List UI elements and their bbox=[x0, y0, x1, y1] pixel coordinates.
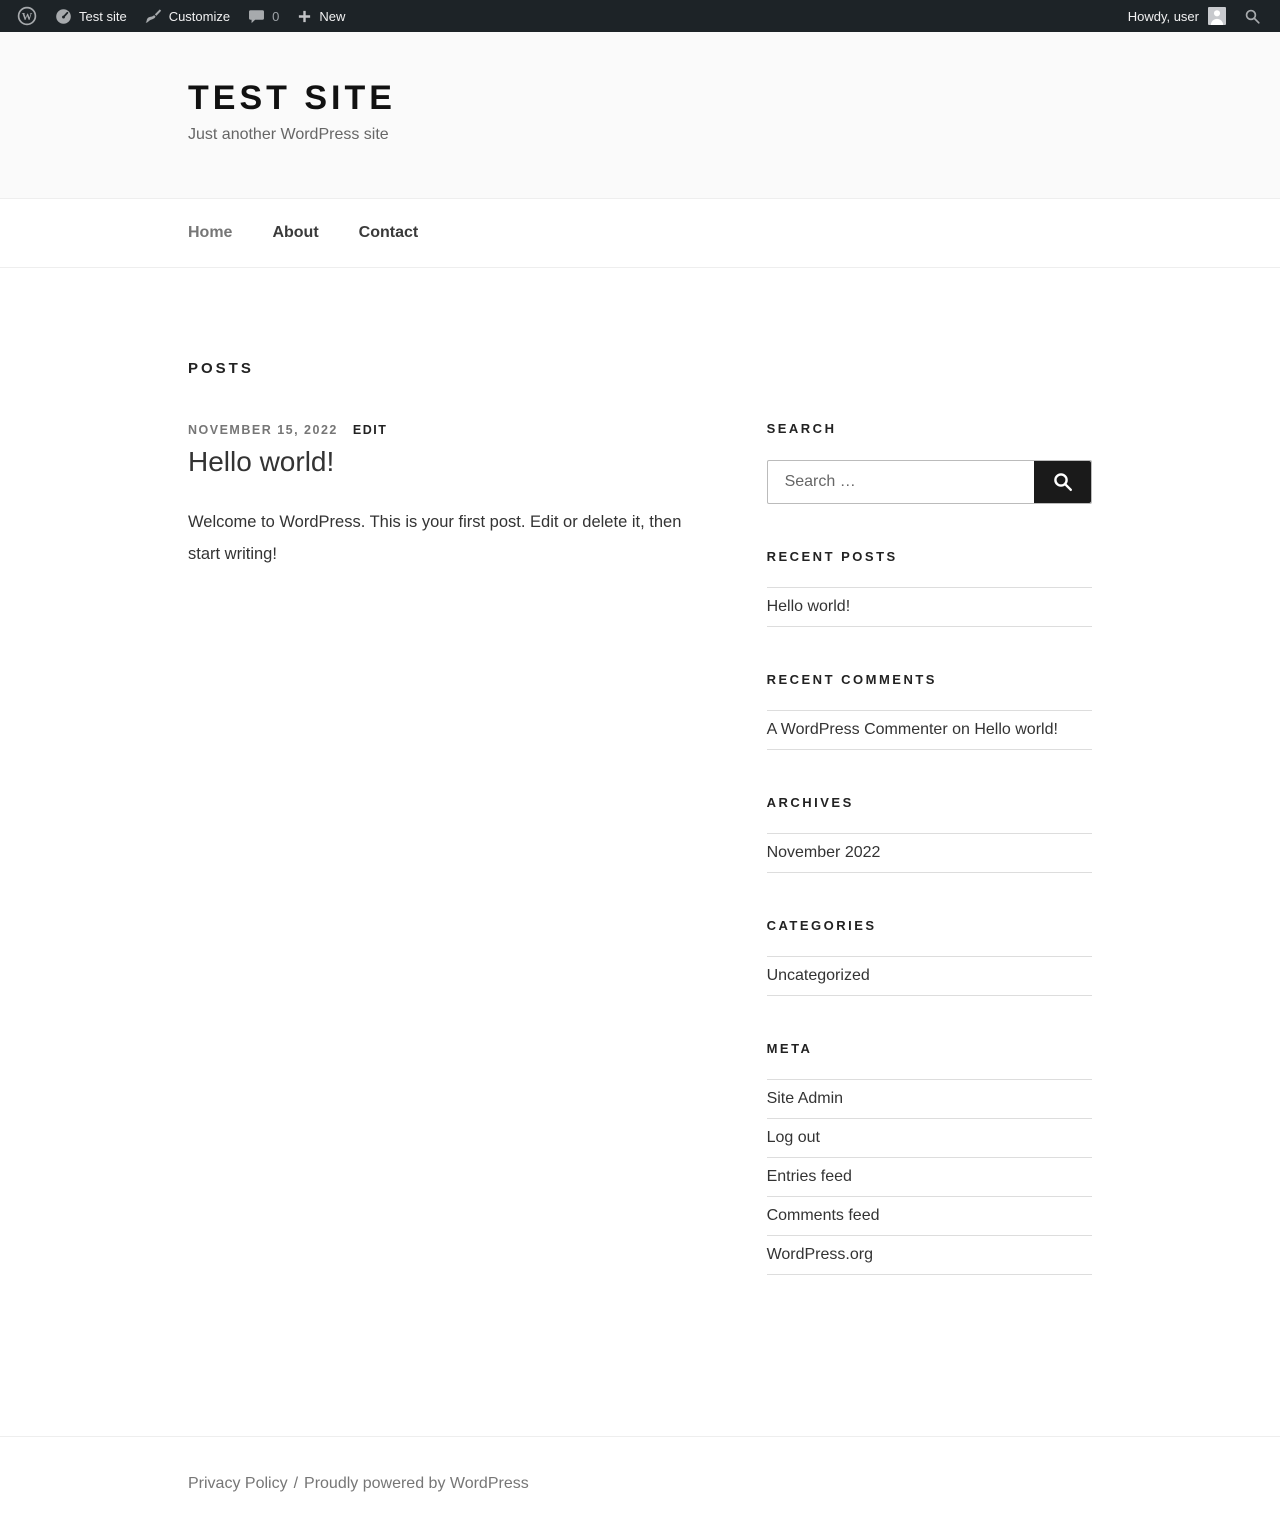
search-widget bbox=[767, 421, 1092, 504]
meta-entries-feed-link[interactable]: Entries feed bbox=[766, 1168, 852, 1185]
user-avatar bbox=[1208, 7, 1226, 25]
list-item bbox=[767, 1158, 1092, 1197]
admin-bar-comments[interactable] bbox=[239, 0, 288, 32]
nav-item-home[interactable]: Home bbox=[188, 224, 233, 241]
page-title: POSTS bbox=[188, 360, 254, 377]
meta-site-admin-link[interactable]: Site Admin bbox=[766, 1090, 844, 1107]
comments-bubble-icon bbox=[248, 8, 265, 25]
post-title bbox=[188, 444, 712, 479]
search-widget-title: SEARCH bbox=[766, 421, 837, 436]
meta-comments-feed-link[interactable]: Comments feed bbox=[766, 1207, 880, 1224]
admin-bar-search[interactable] bbox=[1235, 0, 1270, 32]
main-column bbox=[188, 360, 712, 570]
content-area bbox=[188, 268, 1092, 1436]
svg-text:W: W bbox=[21, 11, 33, 23]
list-item bbox=[767, 1197, 1092, 1236]
archives-widget bbox=[767, 795, 1092, 873]
post-edit-link[interactable]: EDIT bbox=[352, 423, 388, 437]
admin-bar bbox=[0, 0, 1280, 32]
powered-by-link[interactable]: Proudly powered by WordPress bbox=[304, 1475, 529, 1492]
meta-widget bbox=[767, 1041, 1092, 1275]
search-submit-button[interactable] bbox=[1034, 461, 1091, 503]
howdy-label: Howdy, user bbox=[1127, 8, 1199, 24]
recent-comments-title: RECENT COMMENTS bbox=[766, 672, 937, 687]
plus-icon bbox=[297, 9, 312, 24]
footer-line bbox=[188, 1475, 1092, 1493]
meta-title: META bbox=[766, 1041, 813, 1056]
search-form bbox=[767, 460, 1092, 504]
wordpress-logo-icon bbox=[17, 6, 37, 26]
category-link[interactable]: Uncategorized bbox=[766, 967, 870, 984]
admin-bar-right bbox=[1119, 0, 1270, 32]
main-nav bbox=[0, 198, 1280, 268]
archives-title: ARCHIVES bbox=[766, 795, 854, 810]
person-avatar-icon bbox=[1208, 7, 1226, 25]
comment-post-link[interactable]: Hello world! bbox=[974, 721, 1058, 738]
list-item bbox=[767, 588, 1092, 627]
recent-posts-list bbox=[767, 587, 1092, 627]
admin-bar-new-content[interactable] bbox=[288, 0, 354, 32]
footer-separator: / bbox=[293, 1475, 299, 1492]
recent-comments-widget bbox=[767, 672, 1092, 750]
post-title-link[interactable]: Hello world! bbox=[188, 446, 335, 477]
categories-widget bbox=[767, 918, 1092, 996]
list-item bbox=[767, 1119, 1092, 1158]
meta-log-out-link[interactable]: Log out bbox=[766, 1129, 820, 1146]
admin-bar-customize-label: Customize bbox=[168, 8, 231, 24]
recent-posts-widget bbox=[767, 549, 1092, 627]
admin-bar-customize[interactable] bbox=[136, 0, 239, 32]
privacy-policy-link[interactable]: Privacy Policy bbox=[188, 1475, 288, 1492]
comment-author-link[interactable]: A WordPress Commenter bbox=[766, 721, 948, 738]
search-icon bbox=[1052, 471, 1074, 493]
wp-logo-menu[interactable] bbox=[8, 0, 46, 32]
admin-bar-my-account[interactable] bbox=[1119, 0, 1235, 32]
site-title-link[interactable]: TEST SITE bbox=[188, 79, 396, 117]
recent-comments-list bbox=[767, 710, 1092, 750]
site-title bbox=[188, 78, 1092, 119]
categories-title: CATEGORIES bbox=[766, 918, 877, 933]
site-header bbox=[0, 32, 1280, 198]
list-item bbox=[767, 957, 1092, 996]
meta-list bbox=[767, 1079, 1092, 1275]
archive-link[interactable]: November 2022 bbox=[766, 844, 881, 861]
post-body: Welcome to WordPress. This is your first post. Edit or delete it, then start writing! bbox=[188, 513, 682, 563]
site-tagline: Just another WordPress site bbox=[188, 125, 389, 143]
dashboard-gauge-icon bbox=[55, 8, 72, 25]
list-item bbox=[767, 834, 1092, 873]
post-date-link[interactable]: NOVEMBER 15, 2022 bbox=[188, 423, 338, 437]
admin-bar-comment-count: 0 bbox=[272, 8, 280, 24]
recent-post-link[interactable]: Hello world! bbox=[766, 598, 851, 615]
entry-meta bbox=[188, 423, 712, 437]
admin-bar-site-name[interactable] bbox=[46, 0, 136, 32]
admin-bar-site-name-label: Test site bbox=[79, 8, 127, 24]
customize-brush-icon bbox=[145, 8, 162, 25]
post-article bbox=[188, 423, 712, 570]
admin-bar-new-label: New bbox=[319, 8, 346, 24]
list-item bbox=[767, 711, 1092, 750]
categories-list bbox=[767, 956, 1092, 996]
archives-list bbox=[767, 833, 1092, 873]
meta-wordpress-org-link[interactable]: WordPress.org bbox=[766, 1246, 873, 1263]
admin-search-icon bbox=[1244, 8, 1261, 25]
recent-posts-title: RECENT POSTS bbox=[766, 549, 898, 564]
nav-item-about[interactable]: About bbox=[272, 224, 319, 241]
nav-item-contact[interactable]: Contact bbox=[358, 224, 419, 241]
list-item bbox=[767, 1236, 1092, 1275]
admin-bar-left bbox=[8, 0, 354, 32]
sidebar bbox=[767, 360, 1092, 1320]
list-item bbox=[767, 1080, 1092, 1119]
site-footer bbox=[0, 1436, 1280, 1532]
comment-connector: on bbox=[947, 721, 975, 738]
